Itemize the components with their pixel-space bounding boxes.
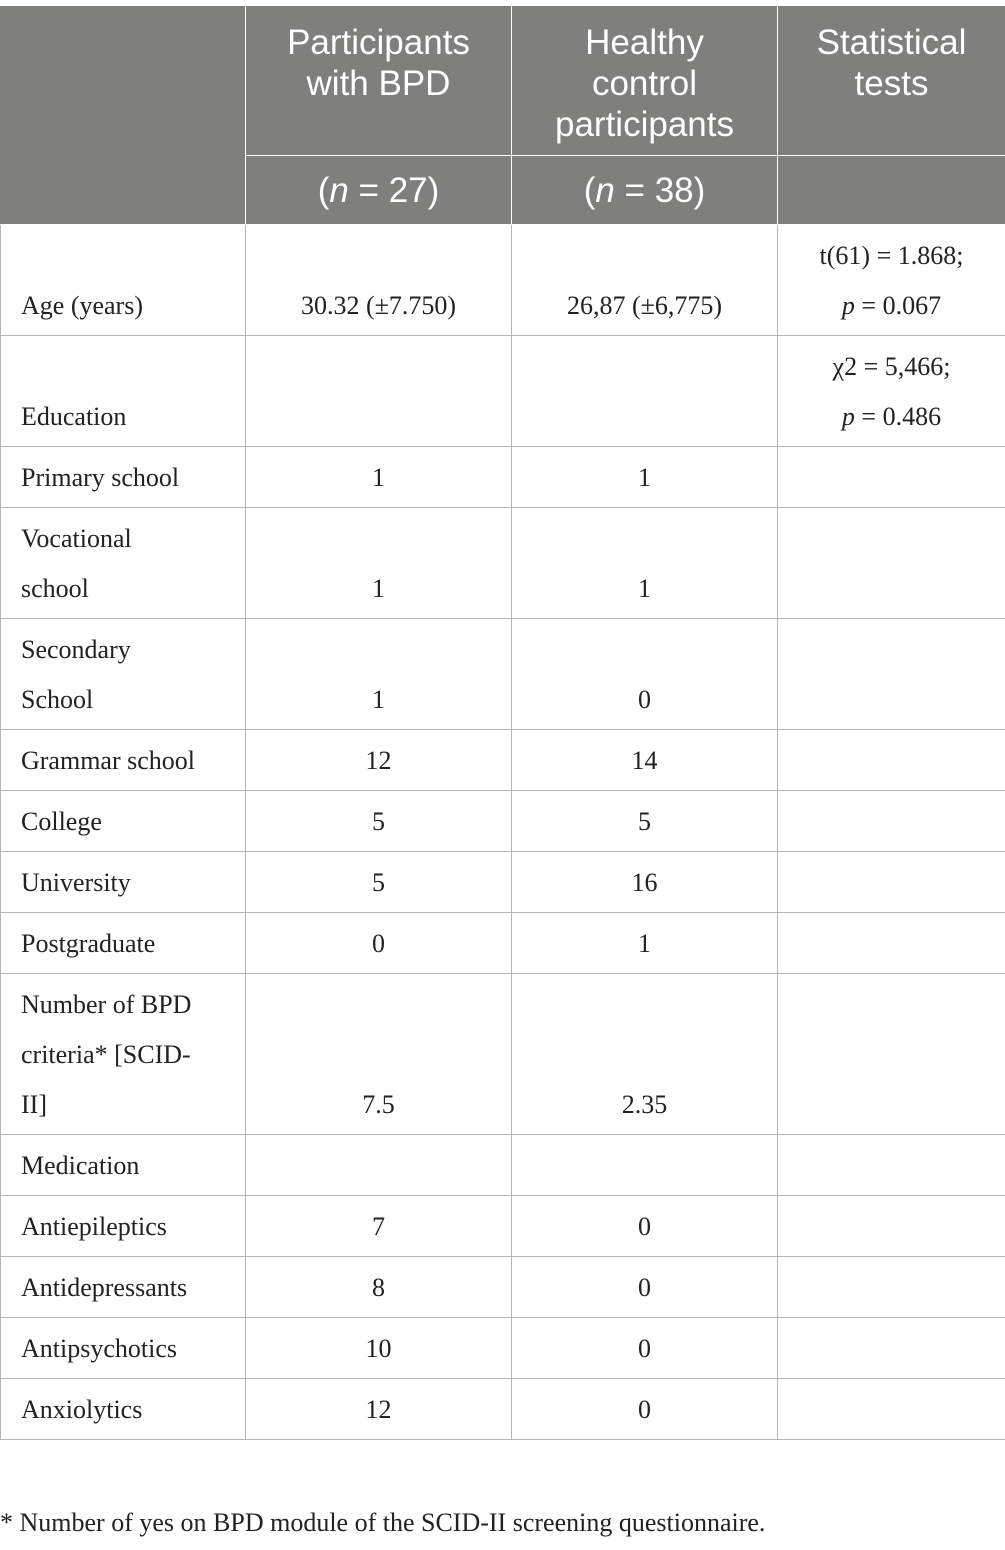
- row-label-line: II]: [21, 1090, 47, 1119]
- stat-value: [778, 447, 1005, 508]
- stat-value: [778, 730, 1005, 791]
- row-label: [1, 619, 246, 730]
- header-bpd-line1: Participants: [287, 23, 470, 62]
- row-label-line: Number of BPD: [21, 990, 192, 1019]
- bpd-value: 1: [246, 447, 512, 508]
- stat-value: [778, 1196, 1005, 1257]
- stat-value: [778, 791, 1005, 852]
- stat-value: [778, 1379, 1005, 1440]
- header-bpd-title: [246, 6, 512, 156]
- row-label: Anxiolytics: [1, 1379, 246, 1440]
- header-stat-title: [778, 6, 1005, 156]
- table-row: [1, 913, 1005, 974]
- bpd-value: 1: [246, 619, 512, 730]
- stat-value: [778, 1318, 1005, 1379]
- bpd-value: 30.32 (±7.750): [246, 225, 512, 336]
- row-label-line: Secondary: [21, 635, 131, 664]
- bpd-value: 8: [246, 1257, 512, 1318]
- stat-value: [778, 1257, 1005, 1318]
- stat-line1: t(61) = 1.868;: [819, 241, 964, 270]
- table-row: [1, 447, 1005, 508]
- table-row: [1, 1196, 1005, 1257]
- header-stat-n-blank: [778, 156, 1005, 225]
- bpd-value: [246, 336, 512, 447]
- header-stat-line2: tests: [854, 64, 929, 103]
- header-hc-line2: control: [591, 64, 698, 103]
- stat-value: [778, 225, 1005, 336]
- hc-value: 0: [512, 619, 778, 730]
- header-hc-title: [512, 6, 778, 156]
- hc-value: 16: [512, 852, 778, 913]
- table-row-education: [1, 336, 1005, 447]
- stat-value: [778, 974, 1005, 1135]
- hc-value: 0: [512, 1257, 778, 1318]
- header-bpd-line2: with BPD: [306, 64, 451, 103]
- row-label-line: Vocational: [21, 524, 132, 553]
- hc-value: [512, 336, 778, 447]
- header-hc-line3: participants: [555, 105, 734, 144]
- row-label: College: [1, 791, 246, 852]
- stat-value: [778, 913, 1005, 974]
- header-hc-n-var: n: [595, 170, 615, 210]
- table-row: [1, 1379, 1005, 1440]
- header-row-titles: [1, 6, 1005, 156]
- hc-value: 1: [512, 913, 778, 974]
- header-stat-line1: Statistical: [816, 23, 967, 62]
- table-row: [1, 619, 1005, 730]
- row-label: [1, 508, 246, 619]
- stat-value: [778, 619, 1005, 730]
- stat-rest: = 0.067: [854, 291, 942, 320]
- row-label: Antipsychotics: [1, 1318, 246, 1379]
- hc-value: 1: [512, 508, 778, 619]
- header-hc-n: [512, 156, 778, 225]
- bpd-value: 7.5: [246, 974, 512, 1135]
- header-hc-n-prefix: (: [583, 170, 596, 210]
- header-bpd-n-prefix: (: [317, 170, 330, 210]
- stat-value: [778, 508, 1005, 619]
- row-label: Antiepileptics: [1, 1196, 246, 1257]
- header-hc-n-value: = 38): [614, 170, 706, 210]
- hc-value: 0: [512, 1318, 778, 1379]
- bpd-value: 10: [246, 1318, 512, 1379]
- header-bpd-n: [246, 156, 512, 225]
- row-label: Primary school: [1, 447, 246, 508]
- row-label: University: [1, 852, 246, 913]
- demographics-table: [0, 5, 1005, 1440]
- row-label: Medication: [1, 1135, 246, 1196]
- table-row: [1, 791, 1005, 852]
- header-bpd-n-value: = 27): [348, 170, 440, 210]
- row-label: Antidepressants: [1, 1257, 246, 1318]
- row-label: [1, 974, 246, 1135]
- table-row-age: [1, 225, 1005, 336]
- table-row-medication: [1, 1135, 1005, 1196]
- hc-value: 2.35: [512, 974, 778, 1135]
- table-row: [1, 730, 1005, 791]
- bpd-value: 5: [246, 852, 512, 913]
- row-label: Grammar school: [1, 730, 246, 791]
- stat-line1: χ2 = 5,466;: [832, 352, 951, 381]
- table-row: [1, 852, 1005, 913]
- row-label-line: criteria* [SCID-: [21, 1040, 191, 1069]
- hc-value: 0: [512, 1379, 778, 1440]
- row-label: Postgraduate: [1, 913, 246, 974]
- table-footnote: * Number of yes on BPD module of the SCID-II screening questionnaire.: [0, 1508, 766, 1537]
- bpd-value: [246, 1135, 512, 1196]
- hc-value: 5: [512, 791, 778, 852]
- row-label-line: School: [21, 685, 94, 714]
- stat-var: p: [841, 291, 855, 320]
- bpd-value: 1: [246, 508, 512, 619]
- header-bpd-n-var: n: [329, 170, 349, 210]
- stat-value: [778, 852, 1005, 913]
- row-label: Education: [1, 336, 246, 447]
- header-hc-line1: Healthy: [585, 23, 704, 62]
- bpd-value: 7: [246, 1196, 512, 1257]
- table-row: [1, 1318, 1005, 1379]
- table-row: [1, 1257, 1005, 1318]
- header-blank-cell: [1, 6, 246, 225]
- hc-value: 14: [512, 730, 778, 791]
- stat-rest: = 0.486: [854, 402, 942, 431]
- bpd-value: 0: [246, 913, 512, 974]
- stat-value: [778, 1135, 1005, 1196]
- table-row: [1, 508, 1005, 619]
- stat-var: p: [841, 402, 855, 431]
- hc-value: 1: [512, 447, 778, 508]
- hc-value: 26,87 (±6,775): [512, 225, 778, 336]
- bpd-value: 12: [246, 1379, 512, 1440]
- hc-value: [512, 1135, 778, 1196]
- hc-value: 0: [512, 1196, 778, 1257]
- row-label: Age (years): [1, 225, 246, 336]
- stat-value: [778, 336, 1005, 447]
- row-label-line: school: [21, 574, 89, 603]
- bpd-value: 12: [246, 730, 512, 791]
- bpd-value: 5: [246, 791, 512, 852]
- table-row-bpd-criteria: [1, 974, 1005, 1135]
